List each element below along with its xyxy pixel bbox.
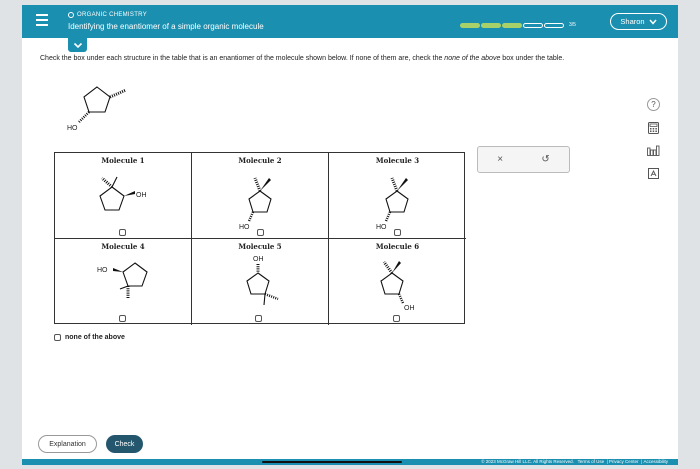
molecule-cell-2 [192, 153, 329, 239]
molecule-title: Molecule 5 [238, 242, 282, 251]
molecule-cell-6 [329, 239, 466, 325]
molecule-cell-4 [55, 239, 192, 325]
reference-molecule [52, 77, 142, 139]
app-window [22, 5, 678, 465]
topic-title: Identifying the enantiomer of a simple organic molecule [68, 22, 264, 31]
molecule-cell-5 [192, 239, 329, 325]
header-bar [22, 5, 678, 38]
chevron-down-icon [73, 42, 83, 49]
chevron-down-icon [649, 19, 657, 25]
user-name: Sharon [620, 17, 645, 26]
prompt-emphasis: none of the above [444, 55, 501, 62]
prompt-text-end: box under the table. [500, 55, 565, 62]
none-of-the-above-label: none of the above [65, 334, 125, 341]
periodic-table-icon[interactable] [647, 144, 660, 157]
footer-text: © 2023 McGraw Hill LLC. All Rights Reserved. Terms of Use | Privacy Center | Accessibility [481, 459, 668, 464]
molecule-1-checkbox[interactable] [119, 229, 126, 236]
user-menu-button[interactable] [610, 13, 667, 30]
privacy-link[interactable]: Privacy Center [609, 459, 639, 464]
copyright-text: © 2023 McGraw Hill LLC. All Rights Reserved. [481, 459, 574, 464]
none-of-the-above-checkbox[interactable] [54, 334, 61, 341]
molecule-cell-3 [329, 153, 466, 239]
progress-segment [460, 23, 480, 28]
progress-indicator [460, 22, 576, 28]
molecule-title: Molecule 3 [375, 156, 420, 165]
progress-segment [481, 23, 501, 28]
undo-icon[interactable]: ↺ [541, 154, 550, 165]
molecule-cell-1 [55, 153, 192, 239]
side-toolbar [647, 98, 663, 190]
terms-link[interactable]: Terms of Use [577, 459, 605, 464]
molecule-label: OH [253, 256, 264, 263]
none-of-the-above-option[interactable] [54, 334, 125, 341]
molecule-label: OH [404, 305, 415, 312]
molecule-4-checkbox[interactable] [119, 315, 126, 322]
molecule-title: Molecule 1 [101, 156, 145, 165]
subject-text: ORGANIC CHEMISTRY [77, 12, 147, 18]
progress-text: 3/5 [569, 22, 576, 28]
molecule-structure [192, 239, 329, 325]
molecule-structure [192, 153, 329, 239]
calculator-icon[interactable] [647, 121, 660, 134]
molecule-structure [55, 239, 192, 325]
reference-sheet-icon[interactable] [647, 167, 660, 180]
progress-segment [502, 23, 522, 28]
molecule-label: HO [97, 267, 108, 274]
molecule-label: HO [376, 224, 387, 231]
molecule-2-checkbox[interactable] [257, 229, 264, 236]
progress-segment [523, 23, 543, 28]
answer-tools [477, 146, 570, 173]
explanation-button[interactable]: Explanation [38, 435, 97, 453]
molecule-5-checkbox[interactable] [255, 315, 262, 322]
molecule-structure [329, 153, 466, 239]
clear-icon[interactable]: × [497, 154, 504, 165]
reference-label: HO [67, 125, 78, 132]
molecule-title: Molecule 2 [238, 156, 282, 165]
subject-ring-icon [68, 12, 74, 18]
progress-segment [544, 23, 564, 28]
molecule-structure [55, 153, 192, 239]
molecule-table [54, 152, 465, 324]
question-prompt [40, 54, 640, 63]
molecule-title: Molecule 4 [101, 242, 145, 251]
molecule-label: OH [136, 192, 147, 199]
accessibility-link[interactable]: Accessibility [643, 459, 668, 464]
help-icon[interactable]: ? [647, 98, 660, 111]
molecule-3-checkbox[interactable] [394, 229, 401, 236]
footer-bar [22, 459, 678, 465]
molecule-6-checkbox[interactable] [393, 315, 400, 322]
subject-label [68, 12, 147, 18]
molecule-structure [329, 239, 466, 325]
molecule-label: HO [239, 224, 250, 231]
table-divider [55, 238, 464, 239]
collapse-header-button[interactable] [68, 38, 87, 52]
molecule-title: Molecule 6 [375, 242, 420, 251]
prompt-text: Check the box under each structure in the table that is an enantiomer of the molecule shown below. If none of them are, check the [40, 55, 445, 62]
scroll-indicator [262, 461, 402, 463]
check-button[interactable]: Check [106, 435, 143, 453]
menu-icon[interactable] [36, 14, 48, 26]
